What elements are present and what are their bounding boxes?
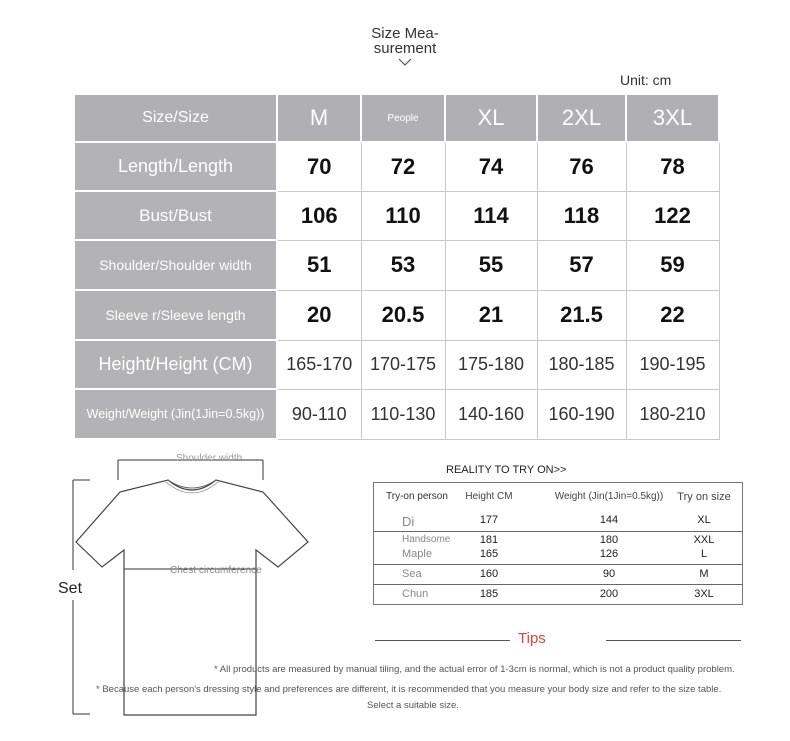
table-cell: L	[700, 548, 708, 560]
person-name: Maple	[402, 548, 432, 560]
table-cell: 76	[537, 142, 626, 191]
table-cell: 200	[599, 588, 619, 600]
table-cell: 55	[445, 240, 537, 290]
row-label: Sleeve r/Sleeve length	[74, 290, 277, 340]
size-table	[73, 93, 720, 440]
size-table-header	[74, 94, 719, 142]
row-divider	[374, 531, 742, 532]
table-cell: 110-130	[361, 389, 445, 439]
row-label: Shoulder/Shoulder width	[74, 240, 277, 290]
table-cell: 126	[599, 548, 619, 560]
title-line-1: Size Mea-	[371, 25, 439, 42]
table-cell: 170-175	[361, 340, 445, 389]
table-cell: 21.5	[537, 290, 626, 340]
table-cell: 185	[479, 588, 499, 600]
table-cell: 180-210	[626, 389, 719, 439]
tips-heading: Tips	[518, 630, 546, 647]
chest-circumference-label: Chest circumference	[170, 565, 262, 576]
table-cell: 165-170	[277, 340, 361, 389]
table-row	[74, 142, 719, 191]
try-on-table	[373, 482, 743, 605]
header-cell: 2XL	[537, 94, 626, 142]
table-cell: 78	[626, 142, 719, 191]
table-cell: 90-110	[277, 389, 361, 439]
header-cell: Try on size	[677, 491, 731, 503]
row-label: Length/Length	[74, 142, 277, 191]
header-cell: Height CM	[465, 491, 513, 502]
table-row	[74, 340, 719, 389]
table-cell: 90	[602, 568, 616, 580]
table-cell: 181	[479, 534, 499, 546]
table-cell: 177	[479, 514, 499, 526]
header-cell: M	[277, 94, 361, 142]
header-cell: 3XL	[626, 94, 719, 142]
tips-divider-right	[606, 640, 741, 641]
tips-divider-left	[375, 640, 510, 641]
person-name: Di	[402, 514, 415, 529]
try-on-header	[374, 491, 742, 509]
unit-label: Unit: cm	[620, 72, 672, 88]
table-cell: 106	[277, 191, 361, 240]
table-cell: 190-195	[626, 340, 719, 389]
table-row	[374, 588, 742, 606]
table-cell: 110	[361, 191, 445, 240]
table-cell: 74	[445, 142, 537, 191]
table-cell: 59	[626, 240, 719, 290]
person-name: Chun	[402, 588, 429, 600]
table-row	[74, 191, 719, 240]
try-on-title: REALITY TO TRY ON>>	[446, 464, 567, 476]
tip-note: * All products are measured by manual tiling, and the actual error of 1-3cm is normal, which is not a product quality problem.	[214, 664, 735, 675]
table-row	[74, 290, 719, 340]
table-cell: 21	[445, 290, 537, 340]
table-cell: 72	[361, 142, 445, 191]
table-cell: 20.5	[361, 290, 445, 340]
page-title	[340, 26, 470, 66]
person-name: Sea	[402, 568, 422, 580]
header-cell: Size/Size	[74, 94, 277, 142]
table-cell: 3XL	[694, 588, 714, 600]
row-divider	[374, 584, 742, 585]
title-line-2: surement	[373, 40, 437, 57]
table-cell: 122	[626, 191, 719, 240]
table-row	[374, 514, 742, 532]
table-cell: M	[699, 568, 709, 580]
header-cell: XL	[445, 94, 537, 142]
person-name: Handsome	[402, 534, 451, 545]
table-cell: 70	[277, 142, 361, 191]
length-label: Set	[58, 580, 83, 597]
row-label: Height/Height (CM)	[74, 340, 277, 389]
table-cell: 140-160	[445, 389, 537, 439]
table-cell: 53	[361, 240, 445, 290]
row-divider	[374, 564, 742, 565]
table-cell: XL	[697, 514, 711, 526]
table-cell: 22	[626, 290, 719, 340]
row-label: Weight/Weight (Jin(1Jin=0.5kg))	[74, 389, 277, 439]
header-cell: Weight (Jin(1Jin=0.5kg))	[554, 491, 664, 502]
table-cell: 175-180	[445, 340, 537, 389]
table-cell: 20	[277, 290, 361, 340]
tip-note: Select a suitable size.	[367, 700, 459, 711]
shoulder-width-label: Shoulder width	[176, 453, 243, 464]
table-row	[74, 389, 719, 439]
table-cell: 144	[599, 514, 619, 526]
header-cell: People	[361, 94, 445, 142]
table-cell: 180	[599, 534, 619, 546]
table-cell: XXL	[693, 534, 715, 546]
table-cell: 180-185	[537, 340, 626, 389]
tip-note: * Because each person's dressing style and preferences are different, it is recommended that you measure your body size and refer to the size table.	[96, 684, 722, 695]
table-cell: 160-190	[537, 389, 626, 439]
table-cell: 118	[537, 191, 626, 240]
chevron-down-icon	[398, 58, 412, 66]
header-cell: Try-on person	[386, 491, 448, 502]
row-label: Bust/Bust	[74, 191, 277, 240]
tshirt-diagram	[68, 452, 318, 722]
table-cell: 160	[479, 568, 499, 580]
table-cell: 51	[277, 240, 361, 290]
table-cell: 114	[445, 191, 537, 240]
table-cell: 165	[479, 548, 499, 560]
table-cell: 57	[537, 240, 626, 290]
table-row	[74, 240, 719, 290]
